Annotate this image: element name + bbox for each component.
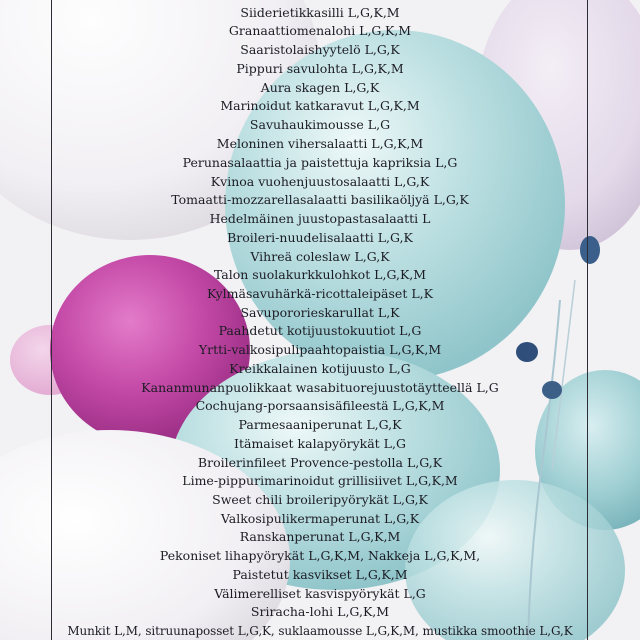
menu-item: Siiderietikkasilli L,G,K,M: [240, 5, 400, 20]
menu-item: Välimerelliset kasvispyörykät L,G: [214, 586, 426, 601]
menu-item: Granaattiomenalohi L,G,K,M: [228, 23, 412, 38]
menu-list: [52, 0, 588, 640]
menu-item: Perunasalaattia ja paistettuja kapriksia L,G: [182, 155, 458, 170]
menu-item: Hedelmäinen juustopastasalaatti L: [209, 211, 431, 226]
menu-item: Aura skagen L,G,K: [260, 80, 380, 95]
menu-item: Parmesaaniperunat L,G,K: [238, 417, 402, 432]
menu-item: Talon suolakurkkulohkot L,G,K,M: [213, 267, 427, 282]
menu-item: Marinoidut katkaravut L,G,K,M: [220, 98, 420, 113]
menu-item: Vihreä coleslaw L,G,K: [250, 249, 390, 264]
menu-item: Yrtti-valkosipulipaahtopaistia L,G,K,M: [198, 342, 442, 357]
menu-item: Kananmunanpuolikkaat wasabituorejuustotäytteellä L,G: [141, 380, 499, 395]
menu-item: Paistetut kasvikset L,G,K,M: [232, 567, 408, 582]
menu-item: Sriracha-lohi L,G,K,M: [250, 604, 390, 619]
menu-item: Munkit L,M, sitruunaposset L,G,K, suklaamousse L,G,K,M, mustikka smoothie L,G,K: [67, 624, 573, 638]
menu-item: Valkosipulikermaperunat L,G,K: [220, 511, 420, 526]
menu-item: Savupororieskarullat L,K: [240, 305, 400, 320]
menu-item: Saaristolaishyytelö L,G,K: [240, 42, 400, 57]
menu-item: Ranskanperunat L,G,K,M: [239, 529, 401, 544]
menu-item: Pippuri savulohta L,G,K,M: [236, 61, 404, 76]
menu-item: Kvinoa vuohenjuustosalaatti L,G,K: [210, 174, 430, 189]
menu-item: Broilerinfileet Provence-pestolla L,G,K: [197, 455, 443, 470]
menu-item: Kreikkalainen kotijuusto L,G: [229, 361, 411, 376]
menu-item: Cochujang-porsaansisäfileestä L,G,K,M: [195, 398, 445, 413]
menu-item: Lime-pippurimarinoidut grillisiivet L,G,K,M: [182, 473, 458, 488]
menu-item: Sweet chili broileripyörykät L,G,K: [212, 492, 428, 507]
menu-item: Meloninen vihersalaatti L,G,K,M: [216, 136, 424, 151]
menu-item: Itämaiset kalapyörykät L,G: [234, 436, 406, 451]
menu-item: Broileri-nuudelisalaatti L,G,K: [227, 230, 413, 245]
menu-item: Paahdetut kotijuustokuutiot L,G: [218, 323, 422, 338]
menu-item: Kylmäsavuhärkä-ricottaleipäset L,K: [207, 286, 433, 301]
menu-item: Pekoniset lihapyörykät L,G,K,M, Nakkeja L,G,K,M,: [159, 548, 481, 563]
menu-item: Tomaatti-mozzarellasalaatti basilikaöljyä L,G,K: [171, 192, 469, 207]
menu-item: Savuhaukimousse L,G: [249, 117, 391, 132]
